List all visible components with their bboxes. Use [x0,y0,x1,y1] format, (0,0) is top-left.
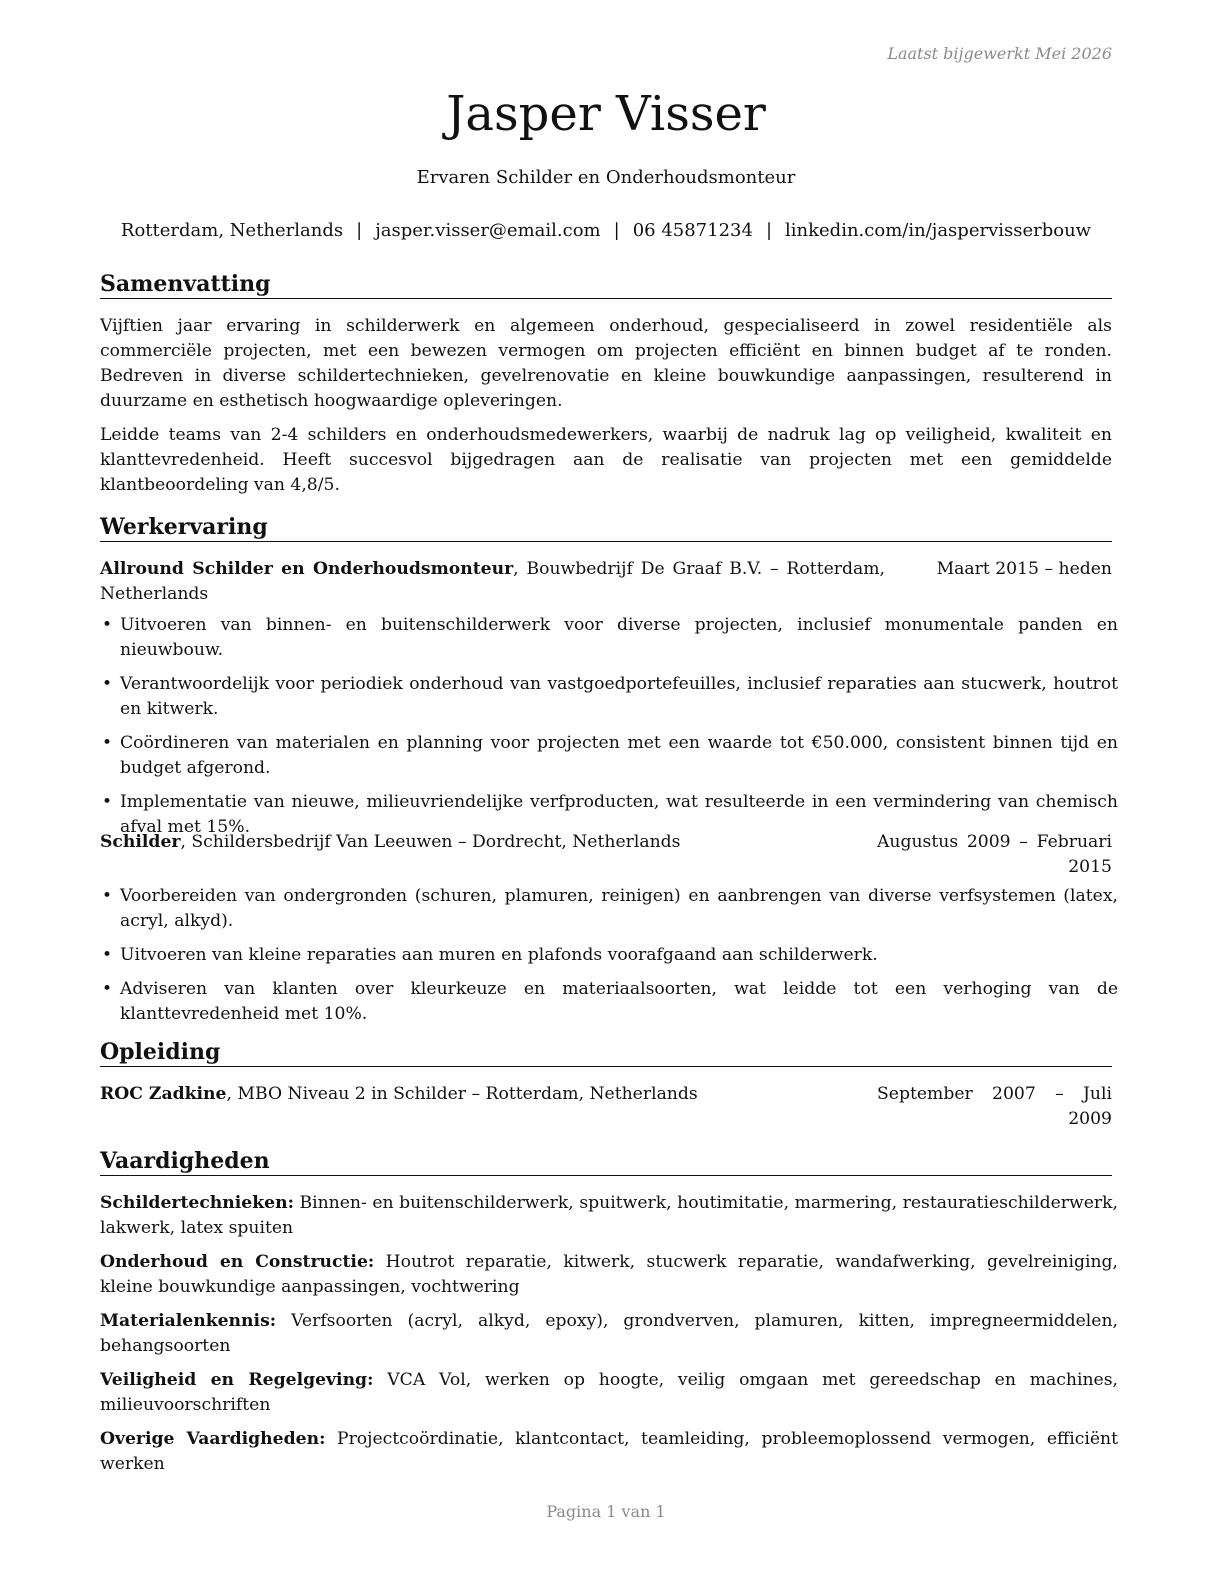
list-item: • Coördineren van materialen en planning voor projecten met een waarde tot €50.000, consistent binnen tijd en budget afgerond. [100,731,1118,781]
job-title-line [100,830,800,855]
skill-line [100,1250,1118,1300]
list-item: • Uitvoeren van binnen- en buitenschilderwerk voor diverse projecten, inclusief monumentale panden en nieuwbouw. [100,613,1118,663]
education-detail: , MBO Niveau 2 in Schilder – Rotterdam, Netherlands [226,1084,698,1104]
summary-paragraph: Vijftien jaar ervaring in schilderwerk en algemeen onderhoud, gespecialiseerd in zowel residentiële als commerciële projecten, met een bewezen vermogen om projecten efficiënt en binnen budget af te ronden. Bedreven in diverse schildertechnieken, gevelrenovatie en kleine bouwkundige aanpassingen, resulterend in duurzame en esthetisch hoogwaardige opleveringen. [100,316,1112,411]
section-title-experience: Werkervaring [100,514,1112,542]
job-header [100,830,1112,880]
contact-phone: 06 45871234 [632,220,753,241]
contact-linkedin[interactable]: linkedin.com/in/jaspervisserbouw [785,220,1092,241]
page-number: Pagina 1 van 1 [546,1502,666,1521]
last-updated: Laatst bijgewerkt Mei 2026 [887,44,1112,63]
contact-separator: | [356,220,363,241]
skill-label: Onderhoud en Constructie: [100,1252,375,1272]
resume-page [100,0,1119,1584]
skill-label: Schildertechnieken: [100,1193,294,1213]
section-title-summary: Samenvatting [100,271,1112,299]
section-title-skills: Vaardigheden [100,1148,1112,1176]
contact-separator: | [613,220,620,241]
education-entry [100,1082,1112,1132]
job-header [100,557,1112,607]
skill-label: Veiligheid en Regelgeving: [100,1370,374,1390]
skill-line [100,1309,1118,1359]
list-item: • Adviseren van klanten over kleurkeuze en materiaalsoorten, wat leidde tot een verhoging van de klanttevredenheid met 10%. [100,977,1118,1027]
skill-value: Binnen- en buitenschilderwerk, spuitwerk, houtimitatie, marmering, restauratieschilderwerk, lakwerk, latex spuiten [100,1193,1118,1238]
education-line [100,1082,800,1107]
job-bullets [100,884,1118,1036]
list-item: • Uitvoeren van kleine reparaties aan muren en plafonds voorafgaand aan schilderwerk. [100,943,1118,968]
summary-paragraph: Leidde teams van 2-4 schilders en onderhoudsmedewerkers, waarbij de nadruk lag op veiligheid, kwaliteit en klanttevredenheid. Heeft succesvol bijgedragen aan de realisatie van projecten met een gemiddelde klantbeoordeling van 4,8/5. [100,425,1112,495]
contact-location: Rotterdam, Netherlands [120,220,344,241]
contact-line [100,220,1112,241]
skill-value: Projectcoördinatie, klantcontact, teamleiding, probleemoplossend vermogen, efficiënt werken [100,1429,1119,1474]
candidate-name: Jasper Visser [446,86,766,142]
job-dates: Augustus 2009 – Februari 2015 [877,832,1112,877]
skill-value: Verfsoorten (acryl, alkyd, epoxy), grondverven, plamuren, kitten, impregneermiddelen, behangsoorten [100,1311,1118,1356]
skill-value: VCA Vol, werken op hoogte, veilig omgaan met gereedschap en machines, milieuvoorschriften [100,1370,1118,1415]
skill-label: Overige Vaardigheden: [100,1429,326,1449]
contact-separator: | [765,220,773,241]
contact-email[interactable]: jasper.visser@email.com [375,220,601,241]
education-dates: September 2007 – Juli 2009 [877,1084,1112,1129]
list-item: • Verantwoordelijk voor periodiek onderhoud van vastgoedportefeuilles, inclusief reparaties aan stucwerk, houtrot en kitwerk. [100,672,1118,722]
job-company: , Schildersbedrijf Van Leeuwen – Dordrecht, Netherlands [180,832,681,852]
section-title-education: Opleiding [100,1039,1112,1067]
job-title-line [100,557,885,607]
list-item: • Implementatie van nieuwe, milieuvriendelijke verfproducten, wat resulteerde in een vermindering van chemisch afval met 15%. [100,790,1118,840]
skill-label: Materialenkennis: [100,1311,277,1331]
skill-line [100,1191,1118,1241]
education-school: ROC Zadkine [100,1084,227,1104]
job-bullets [100,613,1118,849]
job-dates: Maart 2015 – heden [936,559,1112,579]
list-item: • Voorbereiden van ondergronden (schuren, plamuren, reinigen) en aanbrengen van diverse verfsystemen (latex, acryl, alkyd). [100,884,1118,934]
job-role: Schilder [100,832,181,852]
candidate-headline: Ervaren Schilder en Onderhoudsmonteur [416,167,796,188]
skill-line [100,1427,1118,1477]
job-company: , Bouwbedrijf De Graaf B.V. – Rotterdam, Netherlands [100,559,885,604]
job-role: Allround Schilder en Onderhoudsmonteur [100,559,514,579]
skill-line [100,1368,1118,1418]
skill-value: Houtrot reparatie, kitwerk, stucwerk reparatie, wandafwerking, gevelreiniging, kleine bouwkundige aanpassingen, vochtwering [100,1252,1118,1297]
